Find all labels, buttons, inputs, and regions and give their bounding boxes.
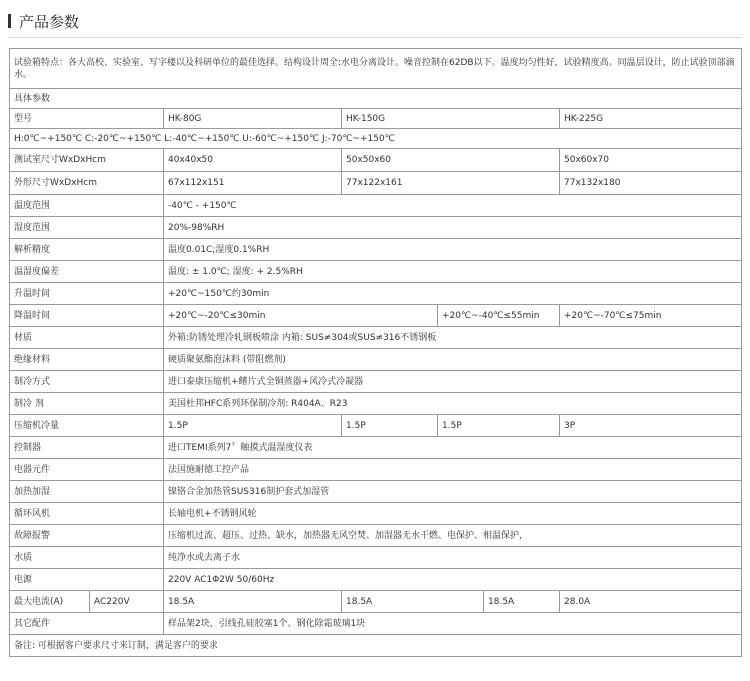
value-cell: +20℃~150℃约30min — [164, 283, 742, 305]
row-label: 水质 — [10, 547, 164, 569]
heading-title: 产品参数 — [19, 12, 80, 31]
row-label: 制冷 剂 — [10, 393, 164, 415]
note-cell: 备注: 可根据客户要求尺寸来订制，满足客户的要求 — [10, 635, 742, 657]
value-cell: 18.5A — [164, 591, 342, 613]
row-label: 解析精度 — [10, 239, 164, 261]
table-row — [10, 415, 742, 437]
row-label: 加热加湿 — [10, 481, 164, 503]
value-cell: 18.5A — [484, 591, 560, 613]
section-title-cell: 具体参数 — [10, 89, 742, 109]
value-cell: 50x60x70 — [560, 149, 742, 172]
row-label: 降温时间 — [10, 305, 164, 327]
row-label: 其它配件 — [10, 613, 164, 635]
value-cell: 镍铬合金加热管SUS316制护套式加湿管 — [164, 481, 742, 503]
value-cell: 美国杜邦HFC系列环保制冷剂: R404A、R23 — [164, 393, 742, 415]
value-cell: 20%-98%RH — [164, 217, 742, 239]
value-cell: 67x112x151 — [164, 172, 342, 195]
table-row — [10, 149, 742, 172]
value-cell: -40℃ - +150℃ — [164, 195, 742, 217]
table-row — [10, 283, 742, 305]
row-label: 型号 — [10, 109, 164, 129]
value-cell: 28.0A — [560, 591, 742, 613]
value-cell: 50x50x60 — [342, 149, 560, 172]
value-cell: 1.5P — [438, 415, 560, 437]
row-label: 电器元件 — [10, 459, 164, 481]
value-cell: 温度0.01C;湿度0.1%RH — [164, 239, 742, 261]
value-cell: 硬质聚氨酯泡沫料 (带阻燃剂) — [164, 349, 742, 371]
model-cell: HK-225G — [560, 109, 742, 129]
value-cell: 1.5P — [164, 415, 342, 437]
table-row — [10, 591, 742, 613]
table-row — [10, 437, 742, 459]
temp-variants-cell: H:0℃~+150℃ C:-20℃~+150℃ L:-40℃~+150℃ U:-60℃~+150℃ J:-70℃~+150℃ — [10, 129, 742, 149]
table-row — [10, 172, 742, 195]
table-row — [10, 109, 742, 129]
table-row — [10, 613, 742, 635]
value-cell: 纯净水或去离子水 — [164, 547, 742, 569]
row-label: 制冷方式 — [10, 371, 164, 393]
value-cell: 77x132x180 — [560, 172, 742, 195]
table-row — [10, 349, 742, 371]
value-cell: 法国施耐德工控产品 — [164, 459, 742, 481]
row-label: 温湿度偏差 — [10, 261, 164, 283]
table-row — [10, 327, 742, 349]
value-cell: 40x40x50 — [164, 149, 342, 172]
table-row — [10, 459, 742, 481]
table-row — [10, 239, 742, 261]
heading-divider — [8, 37, 742, 38]
value-cell: 外箱:防锈处理冷轧钢板喷涂 内箱: SUS≠304或SUS≠316不锈钢板 — [164, 327, 742, 349]
row-label: 材质 — [10, 327, 164, 349]
row-label: 循环风机 — [10, 503, 164, 525]
row-label: 外形尺寸WxDxHcm — [10, 172, 164, 195]
model-cell: HK-150G — [342, 109, 560, 129]
table-row — [10, 305, 742, 327]
spec-table — [9, 48, 742, 657]
value-cell: 18.5A — [342, 591, 484, 613]
value-cell: 进口TEMI系列7〞触摸式温湿度仪表 — [164, 437, 742, 459]
value-cell: 220V AC1Φ2W 50/60Hz — [164, 569, 742, 591]
table-row — [10, 525, 742, 547]
table-row — [10, 49, 742, 89]
value-cell: 样品架2块，引线孔硅胶塞1个。钢化除霜玻璃1块 — [164, 613, 742, 635]
value-cell: 3P — [560, 415, 742, 437]
row-label: 升温时间 — [10, 283, 164, 305]
table-row — [10, 547, 742, 569]
voltage-cell: AC220V — [90, 591, 164, 613]
value-cell: 1.5P — [342, 415, 438, 437]
table-row — [10, 503, 742, 525]
table-row — [10, 195, 742, 217]
intro-cell: 试验箱特点：各大高校、实验室、写字楼以及科研单位的最佳选择。结构设计周全:水电分离设计。噪音控制在62DB以下。温度均匀性好，试验精度高。同温层设计，防止试验顶部滴水。 — [10, 49, 742, 89]
value-cell: +20℃~-20℃≤30min — [164, 305, 438, 327]
table-row — [10, 481, 742, 503]
table-row — [10, 129, 742, 149]
heading-accent-bar — [8, 14, 11, 28]
table-row — [10, 393, 742, 415]
row-label: 压缩机冷量 — [10, 415, 164, 437]
value-cell: 压缩机过流、超压、过热、缺水，加热器无风空焚、加湿器无水干燃、电保护、相温保护， — [164, 525, 742, 547]
value-cell: 温度: ± 1.0℃; 湿度: + 2.5%RH — [164, 261, 742, 283]
value-cell: 长轴电机+不锈钢风轮 — [164, 503, 742, 525]
table-row — [10, 635, 742, 657]
row-label: 控制器 — [10, 437, 164, 459]
value-cell: 77x122x161 — [342, 172, 560, 195]
row-label: 温度范围 — [10, 195, 164, 217]
table-row — [10, 569, 742, 591]
row-label: 电源 — [10, 569, 164, 591]
row-label: 测试室尺寸WxDxHcm — [10, 149, 164, 172]
row-label: 最大电流(A) — [10, 591, 90, 613]
model-cell: HK-80G — [164, 109, 342, 129]
row-label: 故障报警 — [10, 525, 164, 547]
section-heading — [8, 10, 79, 32]
row-label: 湿度范围 — [10, 217, 164, 239]
table-row — [10, 89, 742, 109]
table-row — [10, 261, 742, 283]
table-row — [10, 371, 742, 393]
value-cell: +20℃~-70℃≤75min — [560, 305, 742, 327]
value-cell: 进口泰康压缩机+鳍片式全铜蒸器+风冷式冷凝器 — [164, 371, 742, 393]
row-label: 绝缘材料 — [10, 349, 164, 371]
table-row — [10, 217, 742, 239]
value-cell: +20℃~-40℃≤55min — [438, 305, 560, 327]
